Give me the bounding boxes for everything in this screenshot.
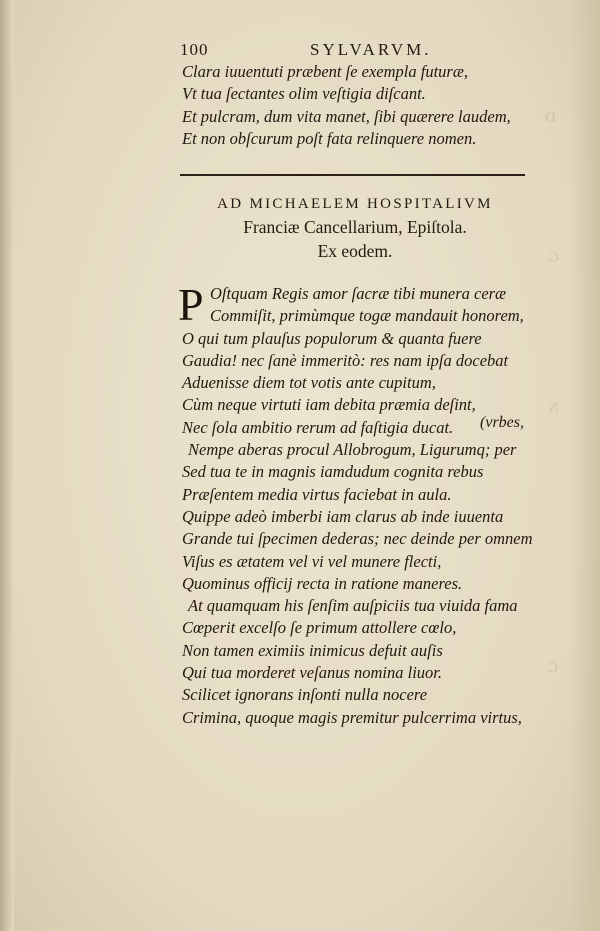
page-gutter xyxy=(0,0,14,931)
show-through-text: D xyxy=(545,110,556,126)
verse-line: Et pulcram, dum vita manet, ſibi quærere laudem, xyxy=(182,106,511,126)
verse-line: Quippe adeò imberbi iam clarus ab inde iuuenta xyxy=(182,506,504,526)
page-number: 100 xyxy=(180,40,209,59)
running-title: SYLVARVM. xyxy=(310,40,432,59)
running-head xyxy=(180,40,510,62)
verse-line: Cœperit excelſo ſe primum attollere cœlo, xyxy=(182,618,457,638)
overflow-word: (vrbes, xyxy=(480,414,524,431)
verse-line: Crimina, quoque magis premitur pulcerrima virtus, xyxy=(182,707,522,727)
verse-line: Et non obſcurum poſt fata relinquere nomen. xyxy=(182,128,477,148)
poem-attribution: Ex eodem. xyxy=(317,241,393,261)
verse-line: Gaudia! nec ſanè immeritò: res nam ipſa docebat xyxy=(182,350,509,370)
verse-line: Cùm neque virtuti iam debita præmia deſint, xyxy=(182,395,476,415)
verse-line: Clara iuuentuti præbent ſe exempla futuræ, xyxy=(182,62,468,81)
verse-line: Vt tua ſectantes olim veſtigia diſcant. xyxy=(182,84,426,104)
verse-line: Commiſit, primùmque togæ mandauit honorem, xyxy=(210,306,524,326)
verse-line: Aduenisse diem tot votis ante cupitum, xyxy=(182,373,436,393)
drop-cap: P xyxy=(178,279,204,330)
top-verse-block xyxy=(182,61,542,150)
poem-body xyxy=(182,283,542,729)
show-through-text: G xyxy=(548,250,559,266)
verse-line: Quominus officij recta in ratione maneres. xyxy=(182,573,463,593)
poem-subheading: Franciæ Cancellarium, Epiſtola. xyxy=(243,217,467,237)
verse-line: Scilicet ignorans inſonti nulla nocere xyxy=(182,685,428,705)
show-through-text: C xyxy=(548,660,559,676)
verse-line: Grande tui ſpecimen dederas; nec deinde per omnem xyxy=(182,529,533,549)
verse-line: O qui tum plauſus populorum & quanta fuere xyxy=(182,328,482,348)
show-through-text: N xyxy=(548,400,559,416)
verse-line: Nempe aberas procul Allobrogum, Ligurumq; per xyxy=(188,440,517,460)
verse-line: Non tamen eximiis inimicus defuit auſis xyxy=(182,640,443,660)
verse-line: At quamquam his ſenſim auſpiciis tua viuida fama xyxy=(188,596,518,616)
verse-line: Præſentem media virtus faciebat in aula. xyxy=(182,484,452,504)
poem-heading: AD MICHAELEM HOSPITALIVM xyxy=(217,196,493,212)
verse-line: Qui tua morderet veſanus nomina liuor. xyxy=(182,663,443,683)
section-divider xyxy=(180,174,525,176)
verse-line: Nec ſola ambitio rerum ad faſtigia ducat. xyxy=(182,417,454,437)
verse-line: Viſus es ætatem vel vi vel munere flecti, xyxy=(182,551,442,571)
verse-line: Sed tua te in magnis iamdudum cognita rebus xyxy=(182,462,484,482)
page-edge xyxy=(570,0,600,931)
verse-line: Oſtquam Regis amor ſacræ tibi munera ceræ xyxy=(210,284,507,303)
